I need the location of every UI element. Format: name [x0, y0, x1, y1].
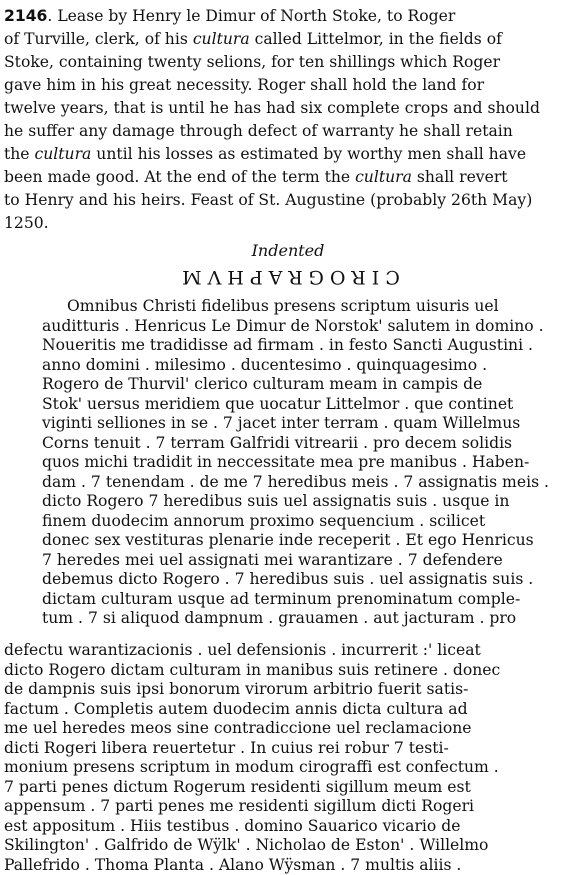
- intro-line-10: 1250.: [4, 214, 49, 232]
- latin-indented-line: donec sex vestituras plenarie inde receperit . Et ego Henricus: [42, 531, 534, 549]
- latin-indented-line: dictam culturam usque ad terminum prenominatum comple-: [42, 589, 521, 608]
- entry-number: 2146: [4, 7, 48, 25]
- latin-full-line: 7 parti penes dictum Rogerum residenti sigillum meum est: [4, 777, 471, 796]
- intro-line-1: [4, 6, 455, 26]
- latin-indented-line: 7 heredes mei uel assignati mei warantizare . 7 defendere: [42, 550, 503, 569]
- latin-indented-line: debemus dicto Rogero . 7 heredibus suis . uel assignatis suis .: [42, 570, 534, 588]
- intro-line-2: of Turville, clerk, of his cultura called Littelmor, in the fields of: [4, 30, 502, 48]
- latin-indented-line: viginti selliones in se . 7 jacet inter terram . quam Willelmus: [42, 414, 521, 432]
- latin-indented-line: tum . 7 si aliquod dampnum . grauamen . aut jacturam . pro: [42, 609, 517, 627]
- intro-line-6: he suffer any damage through defect of warranty he shall retain: [4, 122, 513, 140]
- latin-full-line: me uel heredes meos sine contradiccione uel reclamacione: [4, 719, 472, 737]
- latin-indented-line: Rogero de Thurvil' clerico culturam meam in campis de: [42, 375, 483, 393]
- latin-indented-line: Stok' uersus meridiem que uocatur Littelmor . que continet: [42, 394, 514, 413]
- latin-indented-line: dam . 7 tenendam . de me 7 heredibus meis . 7 assignatis meis .: [42, 472, 549, 491]
- latin-full-line: monium presens scriptum in modum cirograffi est confectum .: [4, 758, 499, 776]
- intro-line-8: been made good. At the end of the term the cultura shall revert: [4, 168, 508, 186]
- latin-indented-line: auditturis . Henricus Le Dimur de Norstok' salutem in domino .: [42, 316, 544, 335]
- latin-indented-line: quos michi tradidit in neccessitate mea pre manibus . Haben-: [42, 453, 530, 471]
- latin-full-line: est appositum . Hiis testibus . domino Sauarico vicario de: [4, 816, 461, 835]
- intro-line-3: Stoke, containing twenty selions, for ten shillings which Roger: [4, 53, 501, 71]
- cirograph-inverted-text: CIROGRAPHVM: [176, 266, 400, 288]
- latin-indented-line: dicto Rogero 7 heredibus suis uel assignatis suis . usque in: [42, 492, 510, 510]
- intro-line-4: gave him in his great necessity. Roger shall hold the land for: [4, 76, 485, 94]
- latin-indented-line: Corns tenuit . 7 terram Galfridi vitrearii . pro decem solidis: [42, 433, 513, 452]
- latin-indented-line: anno domini . milesimo . ducentesimo . quinquagesimo .: [42, 355, 488, 374]
- latin-indented-line: Noueritis me tradidisse ad firmam . in festo Sancti Augustini .: [42, 336, 534, 354]
- intro-text: . Lease by Henry le Dimur of North Stoke, to Roger: [47, 7, 456, 25]
- latin-full-line: defectu warantizacionis . uel defensionis . incurrerit :' liceat: [4, 641, 481, 659]
- intro-line-9: to Henry and his heirs. Feast of St. Augustine (probably 26th May): [4, 191, 533, 209]
- latin-full-line: dicto Rogero dictam culturam in manibus suis retinere . donec: [4, 660, 501, 679]
- latin-indented-line: finem duodecim annorum proximo sequencium . scilicet: [42, 511, 486, 530]
- latin-full-line: appensum . 7 parti penes me residenti sigillum dicti Rogeri: [4, 797, 475, 815]
- intro-line-5: twelve years, that is until he has had six complete crops and should: [4, 99, 540, 117]
- indented-heading: Indented: [251, 241, 325, 260]
- latin-full-line: dicti Rogeri libera reuertetur . In cuius rei robur 7 testi-: [4, 738, 449, 757]
- latin-indented-line: Omnibus Christi fidelibus presens scriptum uisuris uel: [67, 297, 499, 315]
- latin-full-line: factum . Completis autem duodecim annis dicta cultura ad: [4, 699, 468, 718]
- latin-full-line: de dampnis suis ipsi bonorum virorum arbitrio fuerit satis-: [4, 680, 469, 698]
- latin-full-line: Pallefrido . Thoma Planta . Alano Wÿsman . 7 multis aliis .: [4, 855, 462, 874]
- latin-full-line: Skilington' . Galfrido de Wÿlk' . Nicholao de Eston' . Willelmo: [4, 836, 489, 854]
- intro-line-7: the cultura until his losses as estimated by worthy men shall have: [4, 145, 527, 163]
